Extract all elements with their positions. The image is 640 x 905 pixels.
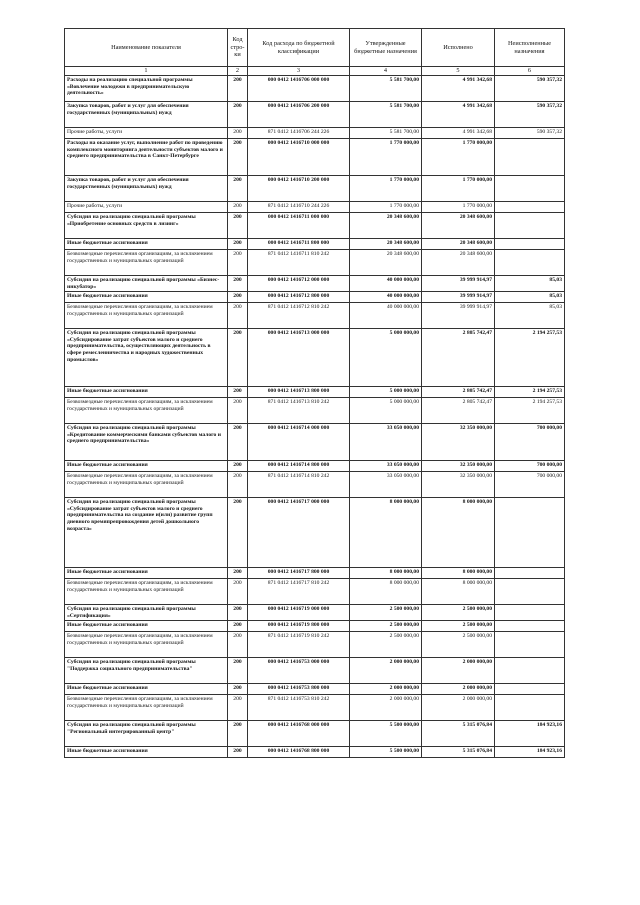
- row-name: Безвозмездные перечисления организациям, за исключением государственных и муниципальных организаций: [65, 303, 228, 329]
- row-classification-code: 000 0412 1416706 200 000: [248, 102, 350, 128]
- row-unexecuted-amount: [495, 658, 565, 684]
- row-classification-code: 000 0412 1416711 800 000: [248, 239, 350, 250]
- row-unexecuted-amount: [495, 202, 565, 213]
- table-row: [65, 292, 565, 303]
- row-line-code: 200: [228, 632, 248, 658]
- row-line-code: 200: [228, 398, 248, 424]
- row-classification-code: 000 0412 1416710 200 000: [248, 176, 350, 202]
- header-approved: Утвержденные бюджетные назначения: [350, 29, 422, 67]
- row-name: Иные бюджетные ассигнования: [65, 747, 228, 758]
- row-name: Безвозмездные перечисления организациям, за исключением государственных и муниципальных организаций: [65, 632, 228, 658]
- row-name: Субсидия на реализацию специальной программы «Сертификация»: [65, 605, 228, 621]
- row-name: Безвозмездные перечисления организациям, за исключением государственных и муниципальных организаций: [65, 250, 228, 276]
- row-classification-code: 000 0412 1416753 000 000: [248, 658, 350, 684]
- row-executed-amount: 39 999 914,97: [422, 292, 495, 303]
- row-executed-amount: 4 991 342,68: [422, 76, 495, 102]
- row-classification-code: 871 0412 1416717 810 242: [248, 579, 350, 605]
- row-executed-amount: 2 500 000,00: [422, 621, 495, 632]
- column-number: 6: [495, 67, 565, 76]
- column-number: 5: [422, 67, 495, 76]
- table-row: [65, 658, 565, 684]
- row-classification-code: 000 0412 1416712 800 000: [248, 292, 350, 303]
- header-classification: Код расхода по бюджетной классификации: [248, 29, 350, 67]
- row-approved-amount: 2 500 000,00: [350, 605, 422, 621]
- table-body: [65, 76, 565, 758]
- row-name: Безвозмездные перечисления организациям, за исключением государственных и муниципальных организаций: [65, 472, 228, 498]
- table-row: [65, 250, 565, 276]
- table-row: [65, 461, 565, 472]
- row-unexecuted-amount: [495, 239, 565, 250]
- row-line-code: 200: [228, 461, 248, 472]
- row-executed-amount: 2 000 000,00: [422, 658, 495, 684]
- row-approved-amount: 5 581 700,00: [350, 76, 422, 102]
- table-row: [65, 498, 565, 568]
- row-approved-amount: 8 000 000,00: [350, 568, 422, 579]
- row-line-code: 200: [228, 621, 248, 632]
- row-name: Безвозмездные перечисления организациям, за исключением государственных и муниципальных организаций: [65, 695, 228, 721]
- table-row: [65, 102, 565, 128]
- table-row: [65, 329, 565, 387]
- row-unexecuted-amount: 85,03: [495, 303, 565, 329]
- row-unexecuted-amount: [495, 176, 565, 202]
- row-name: Субсидия на реализацию специальной программы «Субсидирование затрат субъектов малого и среднего предпринимательства на создание и(или) развитие групп дневного времяпрепровождения детей дошкольного возраста»: [65, 498, 228, 568]
- row-approved-amount: 5 500 000,00: [350, 721, 422, 747]
- table-row: [65, 213, 565, 239]
- row-name: Иные бюджетные ассигнования: [65, 292, 228, 303]
- table-row: [65, 747, 565, 758]
- row-executed-amount: 2 805 742,47: [422, 398, 495, 424]
- row-executed-amount: 32 350 000,00: [422, 424, 495, 461]
- table-row: [65, 128, 565, 139]
- table-row: [65, 472, 565, 498]
- row-executed-amount: 1 770 000,00: [422, 176, 495, 202]
- table-row: [65, 303, 565, 329]
- table-row: [65, 695, 565, 721]
- row-unexecuted-amount: [495, 568, 565, 579]
- row-name: Прочие работы, услуги: [65, 128, 228, 139]
- row-unexecuted-amount: [495, 498, 565, 568]
- row-line-code: 200: [228, 102, 248, 128]
- row-classification-code: 871 0412 1416714 810 242: [248, 472, 350, 498]
- column-number: 2: [228, 67, 248, 76]
- row-line-code: 200: [228, 747, 248, 758]
- row-line-code: 200: [228, 76, 248, 102]
- row-unexecuted-amount: 700 000,00: [495, 424, 565, 461]
- header-line-code: Код стро-ки: [228, 29, 248, 67]
- row-unexecuted-amount: 184 923,16: [495, 747, 565, 758]
- row-line-code: 200: [228, 424, 248, 461]
- row-line-code: 200: [228, 128, 248, 139]
- row-approved-amount: 40 000 000,00: [350, 303, 422, 329]
- row-name: Субсидия на реализацию специальной программы "Поддержка социального предпринимательства": [65, 658, 228, 684]
- row-unexecuted-amount: 590 357,32: [495, 128, 565, 139]
- row-classification-code: 871 0412 1416713 810 242: [248, 398, 350, 424]
- row-unexecuted-amount: 2 194 257,53: [495, 329, 565, 387]
- row-approved-amount: 20 348 600,00: [350, 250, 422, 276]
- row-line-code: 200: [228, 721, 248, 747]
- row-name: Субсидия на реализацию специальной программы "Региональный интегрированный центр": [65, 721, 228, 747]
- row-line-code: 200: [228, 303, 248, 329]
- header-name: Наименование показателя: [65, 29, 228, 67]
- row-line-code: 200: [228, 176, 248, 202]
- row-executed-amount: 20 348 600,00: [422, 213, 495, 239]
- row-line-code: 200: [228, 498, 248, 568]
- row-line-code: 200: [228, 684, 248, 695]
- row-unexecuted-amount: [495, 605, 565, 621]
- row-name: Закупка товаров, работ и услуг для обеспечения государственных (муниципальных) нужд: [65, 102, 228, 128]
- row-classification-code: 000 0412 1416711 000 000: [248, 213, 350, 239]
- table-row: [65, 202, 565, 213]
- row-name: Прочие работы, услуги: [65, 202, 228, 213]
- row-name: Расходы на реализацию специальной программы «Вовлечение молодежи в предпринимательскую деятельность»: [65, 76, 228, 102]
- table-row: [65, 398, 565, 424]
- table-row: [65, 605, 565, 621]
- row-classification-code: 000 0412 1416753 800 000: [248, 684, 350, 695]
- row-approved-amount: 2 500 000,00: [350, 621, 422, 632]
- column-number-row: [65, 67, 565, 76]
- row-approved-amount: 40 000 000,00: [350, 292, 422, 303]
- row-name: Субсидия на реализацию специальной программы «Бизнес-инкубатор»: [65, 276, 228, 292]
- row-line-code: 200: [228, 276, 248, 292]
- row-unexecuted-amount: 700 000,00: [495, 461, 565, 472]
- row-approved-amount: 1 770 000,00: [350, 176, 422, 202]
- row-name: Безвозмездные перечисления организациям, за исключением государственных и муниципальных организаций: [65, 398, 228, 424]
- row-executed-amount: 2 000 000,00: [422, 684, 495, 695]
- column-number: 4: [350, 67, 422, 76]
- column-number: 1: [65, 67, 228, 76]
- row-unexecuted-amount: 590 357,32: [495, 76, 565, 102]
- row-classification-code: 000 0412 1416719 000 000: [248, 605, 350, 621]
- row-executed-amount: 2 805 742,47: [422, 387, 495, 398]
- table-row: [65, 568, 565, 579]
- row-unexecuted-amount: [495, 139, 565, 176]
- row-name: Иные бюджетные ассигнования: [65, 387, 228, 398]
- row-unexecuted-amount: [495, 579, 565, 605]
- row-approved-amount: 2 500 000,00: [350, 632, 422, 658]
- row-approved-amount: 40 000 000,00: [350, 276, 422, 292]
- row-classification-code: 871 0412 1416706 244 226: [248, 128, 350, 139]
- header-executed: Исполнено: [422, 29, 495, 67]
- row-line-code: 200: [228, 250, 248, 276]
- row-executed-amount: 8 000 000,00: [422, 498, 495, 568]
- row-executed-amount: 8 000 000,00: [422, 579, 495, 605]
- row-executed-amount: 1 770 000,00: [422, 202, 495, 213]
- row-name: Иные бюджетные ассигнования: [65, 684, 228, 695]
- row-name: Иные бюджетные ассигнования: [65, 568, 228, 579]
- row-line-code: 200: [228, 605, 248, 621]
- row-approved-amount: 33 050 000,00: [350, 424, 422, 461]
- row-executed-amount: 2 805 742,47: [422, 329, 495, 387]
- row-classification-code: 000 0412 1416714 800 000: [248, 461, 350, 472]
- row-approved-amount: 2 000 000,00: [350, 695, 422, 721]
- row-name: Иные бюджетные ассигнования: [65, 621, 228, 632]
- row-approved-amount: 1 770 000,00: [350, 139, 422, 176]
- row-unexecuted-amount: 590 357,32: [495, 102, 565, 128]
- row-unexecuted-amount: [495, 684, 565, 695]
- table-row: [65, 76, 565, 102]
- row-executed-amount: 2 500 000,00: [422, 632, 495, 658]
- row-classification-code: 871 0412 1416711 810 242: [248, 250, 350, 276]
- row-classification-code: 000 0412 1416713 800 000: [248, 387, 350, 398]
- row-unexecuted-amount: 2 194 257,53: [495, 387, 565, 398]
- row-line-code: 200: [228, 292, 248, 303]
- row-approved-amount: 5 000 000,00: [350, 398, 422, 424]
- table-row: [65, 176, 565, 202]
- row-unexecuted-amount: 184 923,16: [495, 721, 565, 747]
- row-line-code: 200: [228, 579, 248, 605]
- row-line-code: 200: [228, 568, 248, 579]
- row-line-code: 200: [228, 139, 248, 176]
- table-row: [65, 424, 565, 461]
- row-classification-code: 000 0412 1416714 000 000: [248, 424, 350, 461]
- table-row: [65, 632, 565, 658]
- row-executed-amount: 20 348 600,00: [422, 250, 495, 276]
- row-approved-amount: 2 000 000,00: [350, 658, 422, 684]
- budget-table: [64, 28, 565, 758]
- row-line-code: 200: [228, 329, 248, 387]
- row-executed-amount: 5 315 076,84: [422, 721, 495, 747]
- row-line-code: 200: [228, 239, 248, 250]
- row-line-code: 200: [228, 202, 248, 213]
- header-unexecuted: Неисполненные назначения: [495, 29, 565, 67]
- row-classification-code: 000 0412 1416706 000 000: [248, 76, 350, 102]
- table-row: [65, 621, 565, 632]
- row-classification-code: 871 0412 1416710 244 226: [248, 202, 350, 213]
- table-row: [65, 721, 565, 747]
- row-approved-amount: 8 000 000,00: [350, 579, 422, 605]
- row-executed-amount: 32 350 000,00: [422, 461, 495, 472]
- row-unexecuted-amount: 85,03: [495, 276, 565, 292]
- row-executed-amount: 1 770 000,00: [422, 139, 495, 176]
- row-approved-amount: 5 581 700,00: [350, 128, 422, 139]
- row-approved-amount: 5 581 700,00: [350, 102, 422, 128]
- header-row: [65, 29, 565, 67]
- row-executed-amount: 39 999 914,97: [422, 303, 495, 329]
- row-line-code: 200: [228, 387, 248, 398]
- row-line-code: 200: [228, 213, 248, 239]
- row-unexecuted-amount: [495, 621, 565, 632]
- row-line-code: 200: [228, 658, 248, 684]
- table-row: [65, 387, 565, 398]
- row-unexecuted-amount: 85,03: [495, 292, 565, 303]
- row-name: Иные бюджетные ассигнования: [65, 461, 228, 472]
- row-approved-amount: 5 500 000,00: [350, 747, 422, 758]
- row-executed-amount: 39 999 914,97: [422, 276, 495, 292]
- table-row: [65, 239, 565, 250]
- row-unexecuted-amount: 2 194 257,53: [495, 398, 565, 424]
- row-name: Закупка товаров, работ и услуг для обеспечения государственных (муниципальных) нужд: [65, 176, 228, 202]
- row-unexecuted-amount: 700 000,00: [495, 472, 565, 498]
- row-classification-code: 000 0412 1416717 800 000: [248, 568, 350, 579]
- row-line-code: 200: [228, 472, 248, 498]
- row-approved-amount: 5 000 000,00: [350, 387, 422, 398]
- row-classification-code: 000 0412 1416717 000 000: [248, 498, 350, 568]
- table-row: [65, 579, 565, 605]
- row-name: Субсидия на реализацию специальной программы «Приобретение основных средств в лизинг»: [65, 213, 228, 239]
- row-executed-amount: 5 315 076,84: [422, 747, 495, 758]
- table-row: [65, 276, 565, 292]
- row-approved-amount: 2 000 000,00: [350, 684, 422, 695]
- row-name: Субсидия на реализацию специальной программы «Субсидирование затрат субъектов малого и среднего предпринимательства, осуществляющих деятельность в сфере ремесленничества и народных художественных промыслов»: [65, 329, 228, 387]
- row-classification-code: 000 0412 1416710 000 000: [248, 139, 350, 176]
- row-executed-amount: 32 350 000,00: [422, 472, 495, 498]
- row-line-code: 200: [228, 695, 248, 721]
- row-classification-code: 000 0412 1416719 800 000: [248, 621, 350, 632]
- row-classification-code: 000 0412 1416712 000 000: [248, 276, 350, 292]
- row-executed-amount: 4 991 342,68: [422, 128, 495, 139]
- row-executed-amount: 20 348 600,00: [422, 239, 495, 250]
- row-classification-code: 871 0412 1416719 810 242: [248, 632, 350, 658]
- budget-report-sheet: [64, 28, 564, 758]
- row-unexecuted-amount: [495, 250, 565, 276]
- row-approved-amount: 8 000 000,00: [350, 498, 422, 568]
- row-executed-amount: 8 000 000,00: [422, 568, 495, 579]
- row-name: Иные бюджетные ассигнования: [65, 239, 228, 250]
- row-approved-amount: 5 000 000,00: [350, 329, 422, 387]
- row-classification-code: 000 0412 1416768 000 000: [248, 721, 350, 747]
- row-classification-code: 000 0412 1416713 000 000: [248, 329, 350, 387]
- row-approved-amount: 20 348 600,00: [350, 239, 422, 250]
- row-approved-amount: 33 050 000,00: [350, 461, 422, 472]
- table-row: [65, 139, 565, 176]
- row-approved-amount: 33 050 000,00: [350, 472, 422, 498]
- row-approved-amount: 1 770 000,00: [350, 202, 422, 213]
- row-classification-code: 871 0412 1416712 810 242: [248, 303, 350, 329]
- row-unexecuted-amount: [495, 213, 565, 239]
- row-name: Субсидия на реализацию специальной программы «Кредитование коммерческими банками субъектов малого и среднего предпринимательства»: [65, 424, 228, 461]
- row-unexecuted-amount: [495, 695, 565, 721]
- row-executed-amount: 4 991 342,68: [422, 102, 495, 128]
- column-number: 3: [248, 67, 350, 76]
- row-name: Безвозмездные перечисления организациям, за исключением государственных и муниципальных организаций: [65, 579, 228, 605]
- row-approved-amount: 20 348 600,00: [350, 213, 422, 239]
- table-row: [65, 684, 565, 695]
- row-executed-amount: 2 000 000,00: [422, 695, 495, 721]
- row-executed-amount: 2 500 000,00: [422, 605, 495, 621]
- row-unexecuted-amount: [495, 632, 565, 658]
- row-classification-code: 871 0412 1416753 810 242: [248, 695, 350, 721]
- row-name: Расходы на оказание услуг, выполнение работ по проведению комплексного мониторинга деятельности субъектов малого и среднего предпринимательства в Санкт-Петербурге: [65, 139, 228, 176]
- row-classification-code: 000 0412 1416768 800 000: [248, 747, 350, 758]
